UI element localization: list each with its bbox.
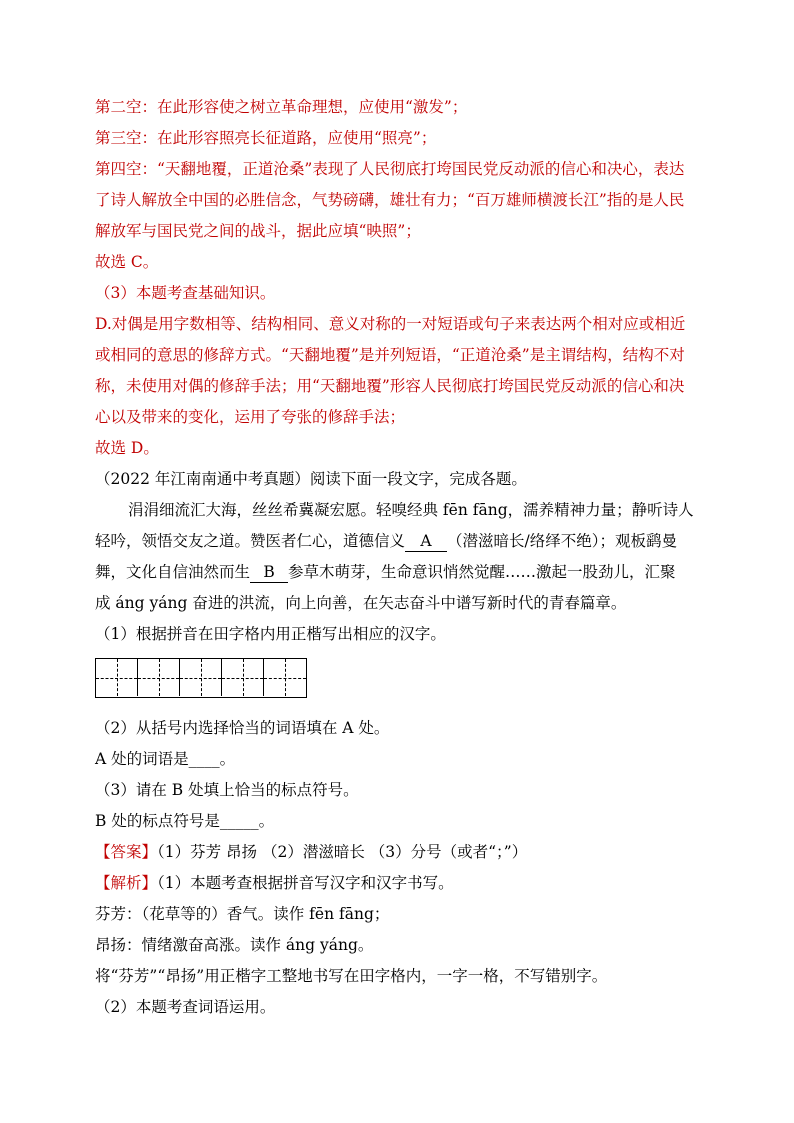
passage-line bbox=[95, 531, 715, 552]
passage-line: 成 áng yáng 奋进的洪流，向上向善，在矢志奋斗中谱写新时代的青春篇章。 bbox=[95, 594, 627, 612]
passage-line bbox=[95, 562, 715, 583]
passage-text: 参草木萌芽，生命意识悄然觉醒……激起一股劲儿，汇聚 bbox=[288, 563, 676, 581]
analysis-line: 称，未使用对偶的修辞手法；用“天翻地覆”形容人民彻底打垮国民党反动派的信心和决 bbox=[95, 377, 685, 395]
answer-text: （1）芬芳 昂扬 （2）潜滋暗长 （3）分号（或者“；”） bbox=[157, 843, 528, 861]
answer-line bbox=[95, 842, 715, 862]
passage-text: 舞，文化自信油然而生 bbox=[95, 563, 251, 581]
tian-zi-grid bbox=[95, 658, 307, 698]
explanation-line: 昂扬：情绪激奋高涨。读作 áng yáng。 bbox=[95, 936, 374, 954]
explanation-line: 将“芬芳”“昂扬”用正楷字工整地书写在田字格内，一字一格，不写错别字。 bbox=[95, 967, 608, 985]
question-3-answer-line: B 处的标点符号是_____。 bbox=[95, 812, 275, 830]
blank-a: A bbox=[405, 531, 447, 552]
question-2-answer-line: A 处的词语是____。 bbox=[95, 750, 236, 768]
grid-cell bbox=[264, 659, 306, 696]
answer-choice-line: 故选 D。 bbox=[95, 439, 159, 457]
explanation-line: 芬芳：（花草等的）香气。读作 fēn fāng； bbox=[95, 905, 390, 923]
analysis-line: 了诗人解放全中国的必胜信念，气势磅礴，雄壮有力；“百万雄师横渡长江”指的是人民 bbox=[95, 191, 685, 209]
analysis-line: 第三空：在此形容照亮长征道路，应使用“照亮”； bbox=[95, 129, 437, 147]
analysis-line: 第四空：“天翻地覆，正道沧桑”表现了人民彻底打垮国民党反动派的信心和决心，表达 bbox=[95, 160, 685, 178]
analysis-line: （3）本题考查基础知识。 bbox=[95, 284, 276, 302]
answer-tag: 【答案】 bbox=[95, 843, 158, 861]
passage-text: （潜滋暗长/络绎不绝）；观板鹞曼 bbox=[447, 532, 677, 550]
analysis-line: 解放军与国民党之间的战斗，据此应填“映照”； bbox=[95, 222, 421, 240]
explanation-line bbox=[95, 873, 715, 893]
grid-cell bbox=[222, 659, 264, 696]
analysis-line: 第二空：在此形容使之树立革命理想，应使用“激发”； bbox=[95, 98, 468, 116]
analysis-line: 或相同的意思的修辞方式。“天翻地覆”是并列短语，“正道沧桑”是主谓结构，结构不对 bbox=[95, 346, 685, 364]
passage-line: 涓涓细流汇大海，丝丝希冀凝宏愿。轻嗅经典 fēn fāng，濡养精神力量；静听诗人 bbox=[128, 501, 694, 519]
answer-choice-line: 故选 C。 bbox=[95, 253, 159, 271]
passage-text: 轻吟，领悟交友之道。赞医者仁心，道德信义 bbox=[95, 532, 406, 550]
question-intro: （2022 年江南南通中考真题）阅读下面一段文字，完成各题。 bbox=[95, 470, 527, 488]
question-3: （3）请在 B 处填上恰当的标点符号。 bbox=[95, 781, 359, 799]
grid-cell bbox=[96, 659, 138, 696]
grid-cell bbox=[180, 659, 222, 696]
grid-cell bbox=[138, 659, 180, 696]
question-2: （2）从括号内选择恰当的词语填在 A 处。 bbox=[95, 719, 390, 737]
analysis-line: D.对偶是用字数相等、结构相同、意义对称的一对短语或句子来表达两个相对应或相近 bbox=[95, 315, 686, 333]
question-1: （1）根据拼音在田字格内用正楷写出相应的汉字。 bbox=[95, 625, 446, 643]
explanation-line: （2）本题考查词语运用。 bbox=[95, 998, 276, 1016]
explanation-text: （1）本题考查根据拼音写汉字和汉字书写。 bbox=[157, 874, 454, 892]
blank-b: B bbox=[250, 562, 288, 583]
explanation-tag: 【解析】 bbox=[95, 874, 158, 892]
analysis-line: 心以及带来的变化，运用了夸张的修辞手法； bbox=[95, 408, 406, 426]
